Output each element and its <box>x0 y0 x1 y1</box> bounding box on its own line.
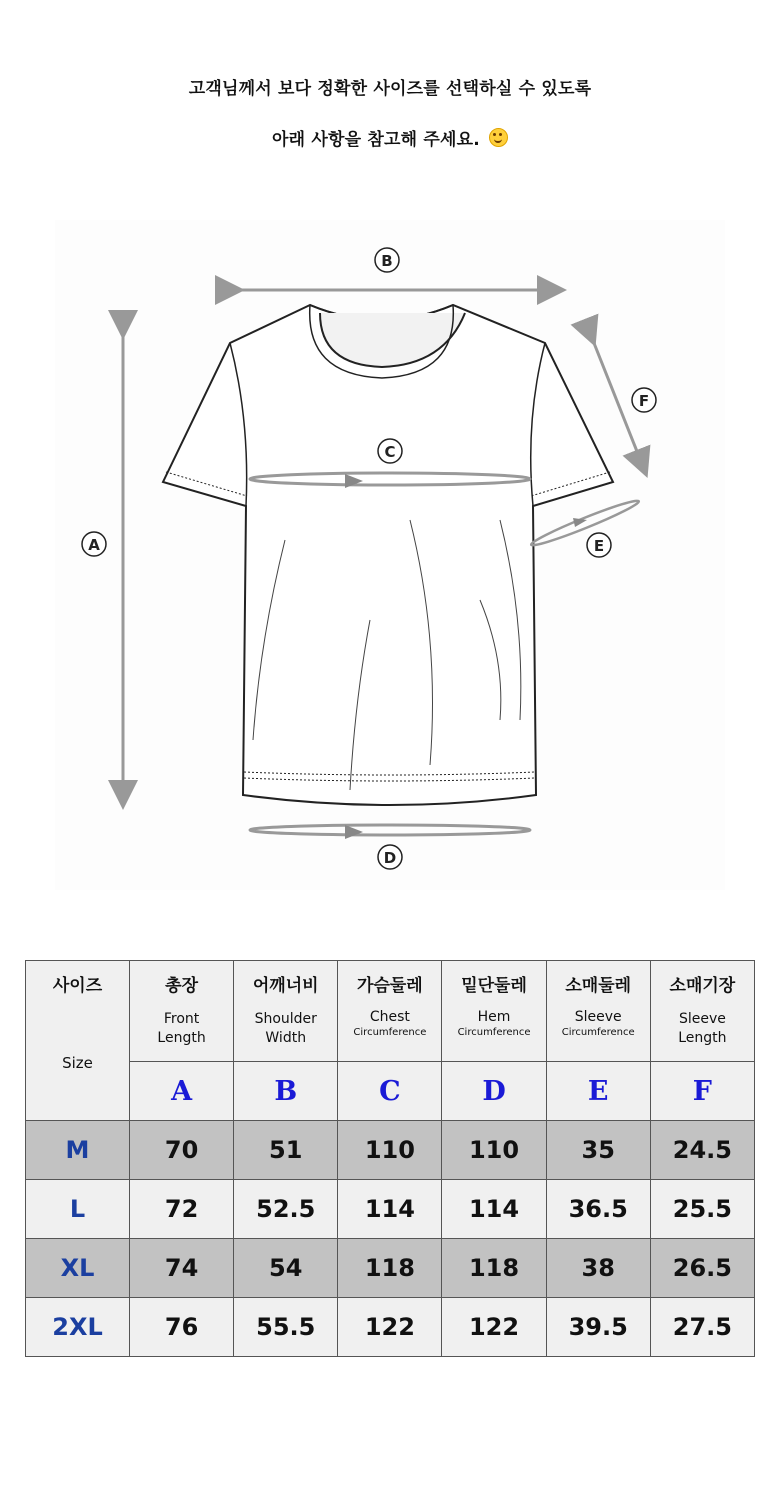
label-f <box>632 388 656 412</box>
table-letter-row <box>26 1062 755 1121</box>
label-b-text: B <box>381 252 393 270</box>
table-cell: 26.5 <box>650 1239 754 1298</box>
table-cell: 27.5 <box>650 1298 754 1357</box>
col-header-en2: Circumference <box>457 1027 531 1038</box>
col-header-en2: Length <box>678 1030 727 1046</box>
label-d <box>378 845 402 869</box>
table-cell: 72 <box>130 1180 234 1239</box>
col-header-en1: Front <box>163 1011 200 1027</box>
table-cell: 55.5 <box>234 1298 338 1357</box>
label-f-text: F <box>638 392 650 410</box>
col-header-ko: 어깨너비 <box>252 976 319 996</box>
tshirt-outline <box>163 305 613 805</box>
col-header-en1: Chest <box>369 1009 410 1025</box>
table-row <box>26 1298 755 1357</box>
col-header-ko: 소매둘레 <box>565 976 632 996</box>
table-cell: 35 <box>546 1121 650 1180</box>
table-cell: 36.5 <box>546 1180 650 1239</box>
label-d-text: D <box>383 849 397 867</box>
label-e <box>587 533 611 557</box>
col-header-c <box>338 961 442 1062</box>
col-header-en <box>338 1010 441 1040</box>
size-header-ko: 사이즈 <box>52 976 103 996</box>
table-cell: 74 <box>130 1239 234 1298</box>
col-header-en1: Shoulder <box>254 1011 317 1027</box>
col-header-en2: Width <box>265 1030 307 1046</box>
table-cell: 118 <box>442 1239 546 1298</box>
col-header-en1: Sleeve <box>574 1009 622 1025</box>
col-header-en <box>651 1010 754 1048</box>
table-cell: 54 <box>234 1239 338 1298</box>
label-e-text: E <box>593 537 605 555</box>
table-cell: 38 <box>546 1239 650 1298</box>
tshirt-illustration <box>55 220 725 890</box>
col-header-ko: 총장 <box>165 976 198 996</box>
col-header-en2: Circumference <box>561 1027 635 1038</box>
col-header-ko: 밑단둘레 <box>461 976 527 996</box>
table-row <box>26 1239 755 1298</box>
col-header-a <box>130 961 234 1062</box>
col-header-b <box>234 961 338 1062</box>
col-header-en2: Length <box>157 1030 206 1046</box>
intro-line-2-text: 아래 사항을 참고해 주세요. <box>272 130 480 150</box>
size-name: M <box>26 1121 130 1180</box>
col-letter: E <box>546 1062 650 1121</box>
col-header-en <box>234 1010 337 1048</box>
table-cell: 70 <box>130 1121 234 1180</box>
table-cell: 76 <box>130 1298 234 1357</box>
table-header-row <box>26 961 755 1062</box>
col-letter: F <box>650 1062 754 1121</box>
col-header-en2: Circumference <box>353 1027 427 1038</box>
col-header-en <box>442 1010 545 1040</box>
col-header-en <box>547 1010 650 1040</box>
band-e <box>529 497 640 550</box>
label-a-text: A <box>88 536 100 554</box>
col-letter: D <box>442 1062 546 1121</box>
table-cell: 122 <box>442 1298 546 1357</box>
size-name: XL <box>26 1239 130 1298</box>
col-header-ko: 소매기장 <box>669 976 736 996</box>
table-cell: 110 <box>442 1121 546 1180</box>
col-header-e <box>546 961 650 1062</box>
size-header-cell <box>26 961 130 1121</box>
label-c <box>378 439 402 463</box>
table-row <box>26 1180 755 1239</box>
intro-line-2 <box>0 125 780 150</box>
table-cell: 114 <box>442 1180 546 1239</box>
label-a <box>82 532 106 556</box>
size-table <box>25 960 755 1357</box>
smiling-face-icon <box>489 128 508 147</box>
table-row <box>26 1121 755 1180</box>
size-name: 2XL <box>26 1298 130 1357</box>
label-c-text: C <box>384 443 396 461</box>
table-cell: 39.5 <box>546 1298 650 1357</box>
size-header-en: Size <box>62 1054 93 1072</box>
col-header-d <box>442 961 546 1062</box>
size-name: L <box>26 1180 130 1239</box>
table-cell: 25.5 <box>650 1180 754 1239</box>
tshirt-measurement-diagram <box>55 220 725 890</box>
table-cell: 122 <box>338 1298 442 1357</box>
col-header-en1: Hem <box>477 1009 511 1025</box>
col-letter: C <box>338 1062 442 1121</box>
table-cell: 51 <box>234 1121 338 1180</box>
col-letter: B <box>234 1062 338 1121</box>
col-header-en <box>130 1010 233 1048</box>
table-cell: 114 <box>338 1180 442 1239</box>
table-cell: 52.5 <box>234 1180 338 1239</box>
col-header-ko: 가슴둘레 <box>357 976 423 996</box>
intro-line-1: 고객님께서 보다 정확한 사이즈를 선택하실 수 있도록 <box>188 79 592 99</box>
table-cell: 24.5 <box>650 1121 754 1180</box>
col-header-f <box>650 961 754 1062</box>
col-header-en1: Sleeve <box>678 1011 726 1027</box>
table-cell: 110 <box>338 1121 442 1180</box>
table-cell: 118 <box>338 1239 442 1298</box>
band-d <box>250 825 530 835</box>
label-b <box>375 248 399 272</box>
col-letter: A <box>130 1062 234 1121</box>
